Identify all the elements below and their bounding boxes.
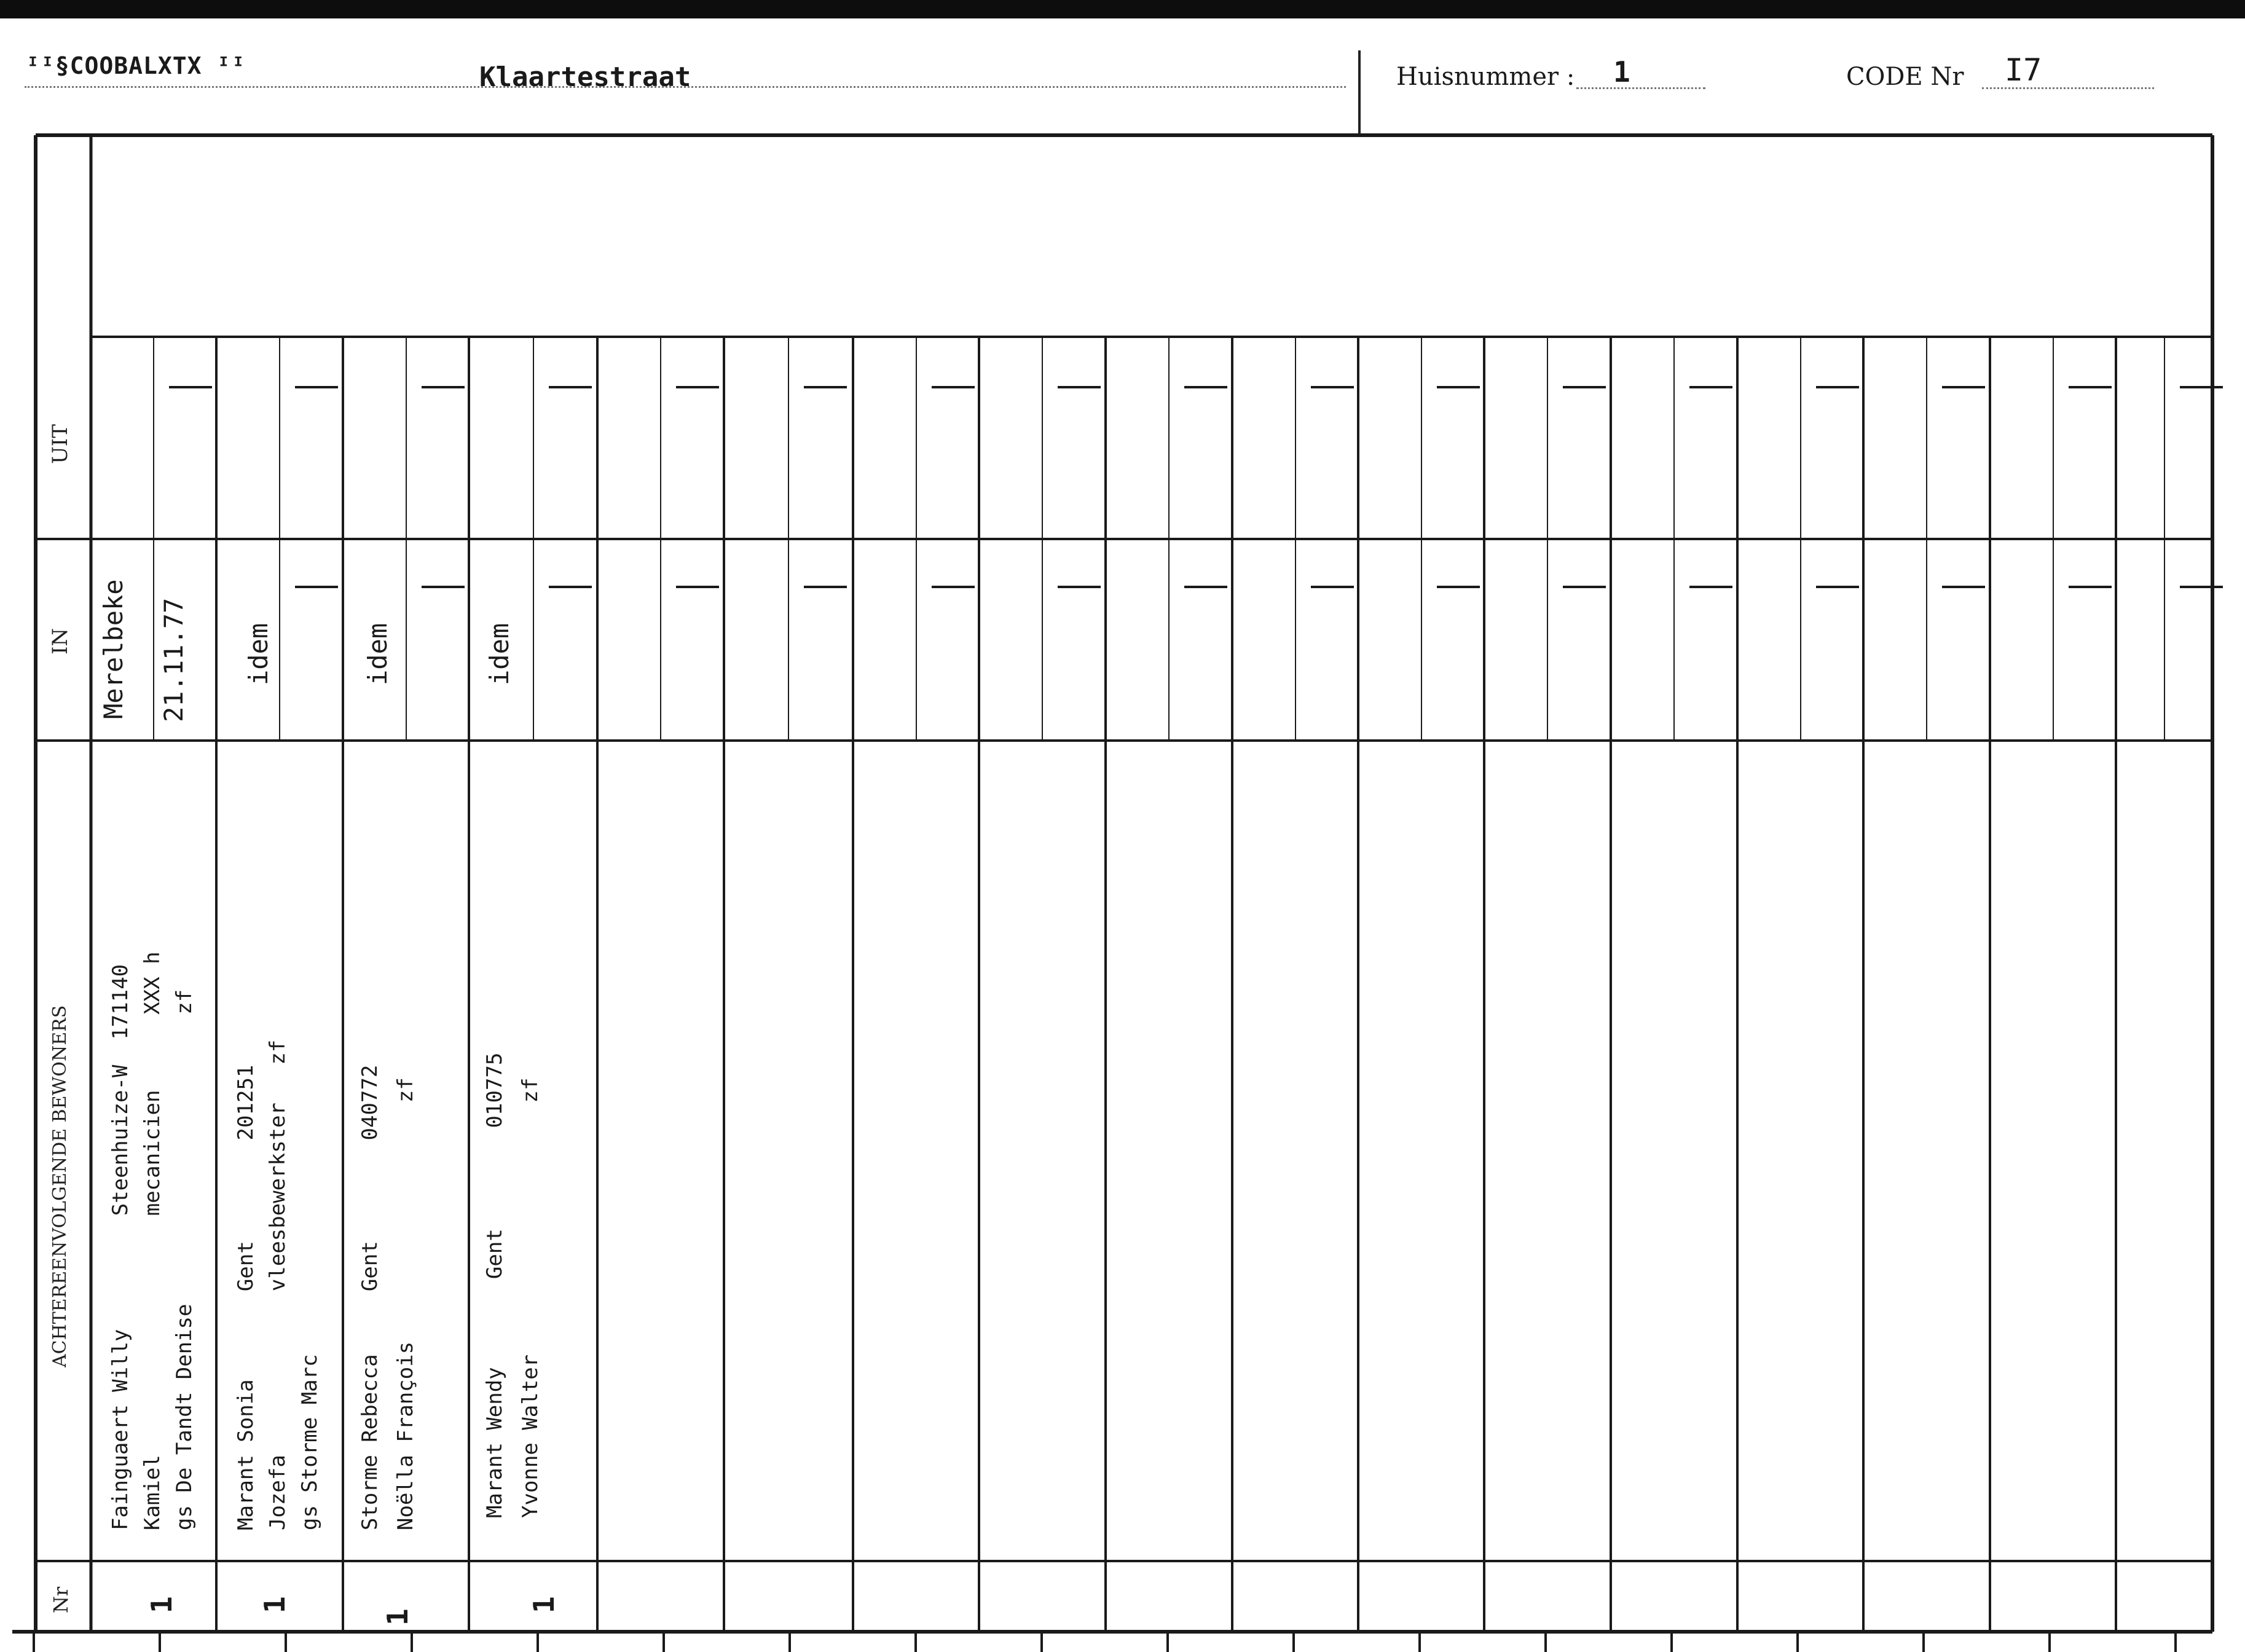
row-number: 1: [145, 1596, 178, 1613]
resident-line: Marant Wendy Gent 010775: [482, 1052, 507, 1518]
resident-line: Jozefa vleesbewerkster zf: [265, 1039, 290, 1530]
house-number-value: 1: [1613, 55, 1630, 88]
street-stamp: ᴵᴵ§COOBALXTX ᴵᴵ: [26, 52, 246, 79]
resident-line: gs De Tandt Denise zf: [172, 989, 197, 1530]
street-name: Klaartestraat: [479, 61, 691, 93]
in-place: idem: [243, 623, 273, 685]
code-label: CODE Nr: [1846, 63, 1964, 91]
in-date: 21.11.77: [159, 597, 189, 722]
resident-line: Noëlla François zf: [393, 1077, 418, 1530]
resident-line: Kamiel mecanicien XXX h: [140, 951, 165, 1530]
row-number: 1: [527, 1596, 560, 1613]
label-residents: ACHTEREENVOLGENDE BEWONERS: [49, 1005, 71, 1367]
house-number-label: Huisnummer :: [1396, 63, 1575, 91]
label-nr: Nr: [49, 1586, 73, 1613]
resident-line: gs Storme Marc: [297, 1354, 322, 1530]
resident-line: Storme Rebecca Gent 040772: [358, 1064, 382, 1530]
label-in: IN: [48, 627, 73, 655]
code-value: I7: [2005, 52, 2042, 88]
label-uit: UIT: [48, 424, 73, 464]
resident-line: Fainguaert Willy Steenhuize-W 171140: [108, 964, 133, 1530]
in-place: idem: [484, 623, 514, 685]
resident-line: Marant Sonia Gent 201251: [234, 1064, 258, 1530]
in-place: Merelbeke: [98, 579, 128, 719]
resident-line: Yvonne Walter zf: [518, 1077, 543, 1518]
row-number: 1: [381, 1608, 414, 1626]
row-number: 1: [258, 1596, 291, 1613]
in-place: idem: [363, 623, 393, 685]
